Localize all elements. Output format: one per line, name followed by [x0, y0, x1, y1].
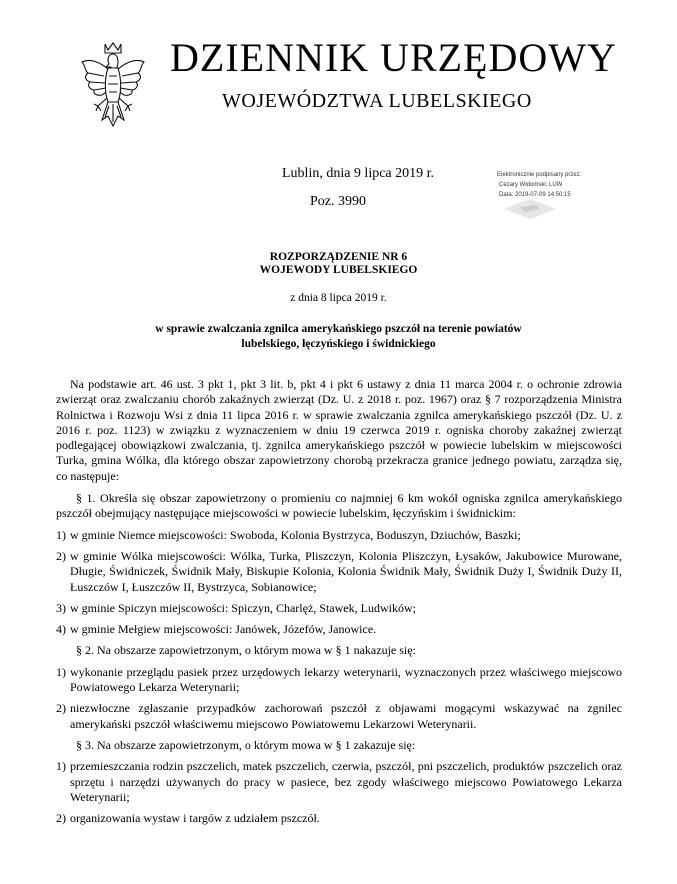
journal-subtitle: WOJEWÓDZTWA LUBELSKIEGO [222, 90, 532, 112]
list-item [56, 811, 622, 826]
list-item-number: 3) [56, 600, 66, 615]
list-item-number: 1) [56, 527, 66, 542]
document-body [56, 377, 622, 832]
section-1: § 1. Określa się obszar zapowietrzony o promieniu co najmniej 6 km wokół ogniska zgnilca amerykańskiego pszczół obejmujący następujące miejscowości w powiecie lubelskim, łęczyńskim i świdnickim: [56, 491, 622, 521]
list-item-number: 1) [56, 664, 66, 679]
signature-signer: Cezary Widomski; LUW [499, 182, 563, 188]
preamble: Na podstawie art. 46 ust. 3 pkt 1, pkt 3 lit. b, pkt 4 i pkt 6 ustawy z dnia 11 marca 2004 r. o ochronie zdrowia zwierząt oraz zwalczaniu chorób zakaźnych zwierząt (Dz. U. z 2018 r. poz. 1967) oraz § 7 rozporządzenia Ministra Rolnictwa i Rozwoju Wsi z dnia 11 lipca 2016 r. w sprawie zwalczania zgnilca amerykańskiego pszczół (Dz. U. z 2016 r. poz. 1123) w związku z wyznaczeniem w dniu 19 czerwca 2019 r. ogniska choroby zakaźnej zwierząt podlegającej obowiązkowi zwalczania, tj. zgnilca amerykańskiego pszczół w powiecie lubelskim w miejscowości Turka, gmina Wólka, dla którego obszar zapowietrzony chorobą przekracza granice jednego powiatu, zarządza się, co następuje: [56, 377, 622, 483]
section-3: § 3. Na obszarze zapowietrzonym, o którym mowa w § 1 zakazuje się: [76, 737, 416, 752]
journal-title: DZIENNIK URZĘDOWY [170, 35, 617, 80]
position-number: Poz. 3990 [310, 194, 366, 209]
document-subject-line1: w sprawie zwalczania zgnilca amerykańskiego pszczół na terenie powiatów [155, 323, 522, 335]
list-item-text: niezwłoczne zgłaszanie przypadków zachorowań pszczół z objawami mogącymi wskazywać na zgnilec amerykański pszczół właściwemu miejscowo Powiatowemu Lekarzowi Weterynarii. [70, 701, 622, 731]
list-item-text: wykonanie przeglądu pasiek przez urzędowych lekarzy weterynarii, wyznaczonych przez właściwego miejscowo Powiatowego Lekarza Weterynarii; [70, 664, 622, 695]
list-item [56, 549, 622, 595]
publication-date: Lublin, dnia 9 lipca 2019 r. [282, 166, 435, 181]
list-item [56, 601, 622, 616]
list-item [56, 528, 622, 543]
list-item-number: 2) [56, 811, 66, 826]
document-date: z dnia 8 lipca 2019 r. [290, 292, 387, 304]
list-item-text: organizowania wystaw i targów z udziałem pszczół. [70, 811, 320, 826]
list-item-text: przemieszczania rodzin pszczelich, matek pszczelich, czerwia, pszczół, pni pszczelich, produktów pszczelich oraz sprzętu i narzędzi używanych do pracy w pasiece, bez zgody właściwego miejscowo Powiatowego Lekarza Weterynarii; [70, 759, 622, 804]
list-item-text: w gminie Mełgiew miejscowości: Janówek, Józefów, Janowice. [70, 622, 377, 637]
list-item [56, 759, 622, 805]
list-item-text: w gminie Wólka miejscowości: Wólka, Turka, Pliszczyn, Kolonia Pliszczyn, Łysaków, Jakubowice Murowane, Długie, Świdniczek, Świdnik Mały, Biskupie Kolonia, Kolonia Świdnik Mały, Świdnik Duży I, Świdnik Duży II, Łuszczów I, Łuszczów II, Bystrzyca, Sobianowice; [70, 548, 622, 594]
polish-eagle-emblem-icon [78, 40, 148, 140]
list-item [56, 622, 622, 637]
list-item-number: 4) [56, 622, 66, 637]
document-heading: ROZPORZĄDZENIE NR 6 [269, 251, 408, 263]
signature-date: Data: 2019-07-09 14:50:15 [499, 192, 571, 198]
list-item-text: w gminie Niemce miejscowości: Swoboda, Kolonia Bystrzyca, Boduszyn, Dziuchów, Baszki; [70, 527, 521, 542]
list-item-number: 2) [56, 548, 66, 563]
list-item-number: 2) [56, 701, 66, 716]
list-item [56, 665, 622, 696]
signature-label: Elektronicznie podpisany przez: [497, 172, 582, 178]
list-item-number: 1) [56, 759, 66, 774]
document-subject-line2: lubelskiego, łęczyńskiego i świdnickiego [241, 338, 436, 350]
signature-watermark-icon [500, 197, 560, 221]
list-item [56, 701, 622, 732]
list-item-text: w gminie Spiczyn miejscowości: Spiczyn, Charlęż, Stawek, Ludwików; [70, 600, 416, 615]
document-issuer: WOJEWODY LUBELSKIEGO [259, 264, 418, 276]
section-2: § 2. Na obszarze zapowietrzonym, o którym mowa w § 1 nakazuje się: [76, 643, 416, 658]
